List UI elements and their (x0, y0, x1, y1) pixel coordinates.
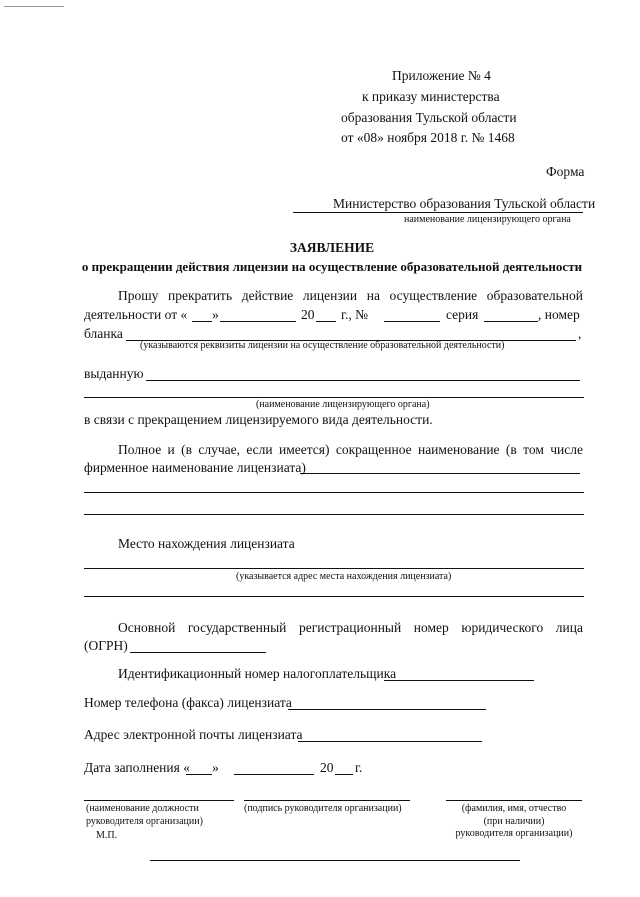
phone-label: Номер телефона (факса) лицензиата (84, 695, 292, 710)
fio-caption-2: (при наличии) (483, 816, 545, 827)
request-line-2-number-label: г., № (341, 307, 369, 322)
ogrn-line-1 (118, 620, 583, 636)
request-line-1 (118, 288, 583, 304)
license-day-field[interactable] (192, 321, 212, 322)
date-g: г. (355, 760, 363, 775)
position-caption-2: руководителя организации) (86, 816, 203, 827)
ogrn-word: регистрационный (298, 620, 402, 635)
fio-sign-line[interactable] (446, 800, 582, 801)
request-line-2-year: 20 (301, 307, 315, 322)
blank-comma: , (578, 326, 582, 341)
date-year-prefix: 20 (320, 760, 334, 775)
location-caption: (указывается адрес места нахождения лицензиата) (236, 571, 452, 582)
license-details-caption: (указываются реквизиты лицензии на осуществление образовательной деятельности) (140, 340, 505, 351)
full-name-word: числе (550, 442, 583, 457)
form-label: Форма (546, 164, 585, 179)
blank-label: бланка (84, 326, 123, 341)
location-field-2[interactable] (84, 596, 584, 597)
ogrn-word: Основной (118, 620, 176, 635)
appendix-line-1: Приложение № 4 (392, 68, 491, 83)
stamp-label: М.П. (96, 830, 118, 841)
fio-caption-3: руководителя организации) (455, 828, 573, 839)
full-name-word: имеется) (278, 442, 330, 457)
ogrn-field[interactable] (130, 652, 266, 653)
date-month-field[interactable] (234, 774, 314, 775)
full-name-line-2: фирменное наименование лицензиата) (84, 460, 306, 475)
request-word: Прошу (118, 288, 159, 303)
request-word: образовательной (486, 288, 583, 303)
issued-label: выданную (84, 366, 144, 381)
full-name-word: Полное (118, 442, 162, 457)
termination-reason: в связи с прекращением лицензируемого вида деятельности. (84, 412, 433, 427)
ogrn-word: лица (555, 620, 583, 635)
request-word: прекратить (168, 288, 233, 303)
document-title: ЗАЯВЛЕНИЕ (289, 240, 375, 255)
appendix-line-4: от «08» ноября 2018 г. № 1468 (341, 130, 515, 145)
email-label: Адрес электронной почты лицензиата (84, 727, 303, 742)
full-name-word: том (523, 442, 544, 457)
request-line-2-prefix: деятельности от « (84, 307, 188, 322)
ogrn-word: юридического (461, 620, 544, 635)
request-word: осуществление (389, 288, 478, 303)
fio-caption-1: (фамилия, имя, отчество (461, 803, 567, 814)
request-word: действие (241, 288, 294, 303)
date-quote: » (212, 760, 219, 775)
date-year-field[interactable] (335, 774, 353, 775)
location-field-1[interactable] (84, 568, 584, 569)
issued-by-field[interactable] (146, 380, 580, 381)
email-field[interactable] (298, 741, 482, 742)
date-day-field[interactable] (186, 774, 212, 775)
license-month-field[interactable] (220, 321, 296, 322)
top-rule (4, 6, 64, 7)
inn-field[interactable] (384, 680, 534, 681)
request-line-2-quote: » (212, 307, 219, 322)
signature-sign-line[interactable] (244, 800, 410, 801)
license-year-field[interactable] (316, 321, 336, 322)
ogrn-label: (ОГРН) (84, 638, 128, 653)
full-name-word: и (167, 442, 175, 457)
full-name-word: случае, (198, 442, 240, 457)
position-caption-1: (наименование должности (86, 803, 199, 814)
signature-caption: (подпись руководителя организации) (244, 803, 402, 814)
ministry-caption: наименование лицензирующего органа (404, 214, 571, 225)
ogrn-word: государственный (187, 620, 287, 635)
ogrn-word: номер (413, 620, 449, 635)
full-name-word: если (246, 442, 273, 457)
full-name-word: наименование (417, 442, 500, 457)
document-subtitle: о прекращении действия лицензии на осуществление образовательной деятельности (81, 259, 583, 274)
full-name-line-1 (118, 442, 583, 458)
license-series-field[interactable] (484, 321, 538, 322)
ministry-name: Министерство образования Тульской области (333, 196, 596, 211)
date-prefix: Дата заполнения « (84, 760, 190, 775)
request-line-2-series-label: серия (446, 307, 479, 322)
inn-label: Идентификационный номер налогоплательщика (118, 666, 397, 681)
position-sign-line[interactable] (84, 800, 234, 801)
location-label: Место нахождения лицензиата (118, 536, 295, 551)
license-number-field[interactable] (384, 321, 440, 322)
ministry-underline (293, 212, 583, 213)
full-name-field-2[interactable] (84, 492, 584, 493)
issued-caption: (наименование лицензирующего органа) (256, 399, 430, 410)
request-word: на (366, 288, 380, 303)
phone-field[interactable] (288, 709, 486, 710)
issued-by-field-2[interactable] (84, 397, 584, 398)
appendix-line-3: образования Тульской области (341, 110, 517, 125)
request-line-2-blank-number-label: , номер (538, 307, 580, 322)
full-name-field-3[interactable] (84, 514, 584, 515)
appendix-line-2: к приказу министерства (362, 89, 500, 104)
request-word: лицензии (302, 288, 358, 303)
full-name-word: (в (505, 442, 517, 457)
bottom-rule (150, 860, 520, 861)
full-name-word: (в (181, 442, 192, 457)
full-name-word: сокращенное (335, 442, 412, 457)
full-name-field-1[interactable] (300, 473, 580, 474)
